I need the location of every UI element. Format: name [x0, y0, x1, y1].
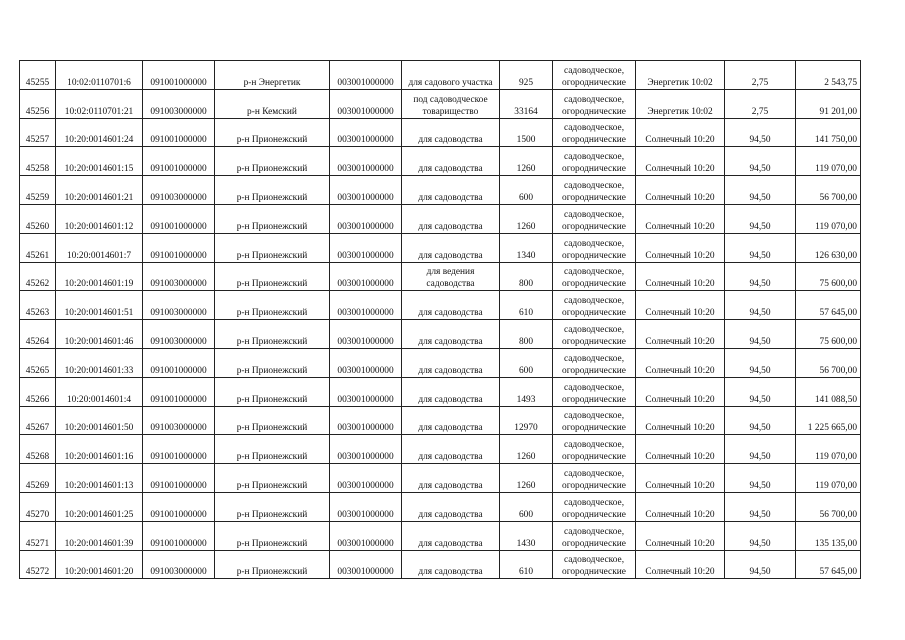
group-cell: Солнечный 10:20 [636, 348, 725, 377]
value-cell: 2 543,75 [796, 61, 861, 90]
row-number-cell: 45255 [20, 61, 56, 90]
code-2-cell: 003001000000 [330, 521, 402, 550]
area-cell: 12970 [500, 406, 553, 435]
row-number-cell: 45261 [20, 233, 56, 262]
table-row [20, 320, 861, 349]
category-line: садоводческое, [563, 152, 625, 163]
category-line: огороднические [562, 77, 626, 88]
purpose-cell: для садоводства [402, 435, 500, 464]
row-number-cell: 45266 [20, 377, 56, 406]
category-cell [553, 406, 636, 435]
code-1-cell: 091001000000 [143, 61, 215, 90]
rate-cell: 94,50 [725, 464, 796, 493]
rate-cell: 94,50 [725, 233, 796, 262]
area-cell: 600 [500, 348, 553, 377]
rate-cell: 94,50 [725, 291, 796, 320]
code-2-cell: 003001000000 [330, 435, 402, 464]
table-row [20, 377, 861, 406]
code-2-cell: 003001000000 [330, 348, 402, 377]
cadastral-number-cell: 10:20:0014601:4 [56, 377, 143, 406]
category-cell [553, 147, 636, 176]
code-1-cell: 091003000000 [143, 550, 215, 579]
table-row [20, 348, 861, 377]
value-cell: 119 070,00 [796, 435, 861, 464]
cadastral-number-cell: 10:20:0014601:25 [56, 492, 143, 521]
code-1-cell: 091001000000 [143, 118, 215, 147]
category-line: садоводческое, [563, 411, 625, 422]
area-cell: 1500 [500, 118, 553, 147]
code-2-cell: 003001000000 [330, 89, 402, 118]
group-cell: Солнечный 10:20 [636, 233, 725, 262]
cadastral-number-cell: 10:20:0014601:50 [56, 406, 143, 435]
category-cell [553, 435, 636, 464]
purpose-cell: для садоводства [402, 204, 500, 233]
group-cell: Солнечный 10:20 [636, 147, 725, 176]
value-cell: 57 645,00 [796, 550, 861, 579]
code-2-cell: 003001000000 [330, 550, 402, 579]
table-row [20, 435, 861, 464]
rate-cell: 94,50 [725, 204, 796, 233]
cadastral-number-cell: 10:20:0014601:12 [56, 204, 143, 233]
code-2-cell: 003001000000 [330, 377, 402, 406]
category-line: садоводческое, [563, 497, 625, 508]
value-cell: 56 700,00 [796, 176, 861, 205]
value-cell: 56 700,00 [796, 348, 861, 377]
table-body [20, 61, 861, 579]
purpose-cell: для садоводства [402, 406, 500, 435]
purpose-cell: для садоводства [402, 464, 500, 493]
area-cell: 1493 [500, 377, 553, 406]
purpose-cell: для ведения садоводства [402, 262, 500, 291]
area-cell: 800 [500, 320, 553, 349]
code-2-cell: 003001000000 [330, 406, 402, 435]
group-cell: Энергетик 10:02 [636, 61, 725, 90]
group-cell: Энергетик 10:02 [636, 89, 725, 118]
purpose-cell: для садового участка [402, 61, 500, 90]
group-cell: Солнечный 10:20 [636, 204, 725, 233]
value-cell: 119 070,00 [796, 147, 861, 176]
code-1-cell: 091001000000 [143, 204, 215, 233]
cadastral-number-cell: 10:02:0110701:6 [56, 61, 143, 90]
district-cell: р-н Прионежский [215, 262, 330, 291]
code-1-cell: 091003000000 [143, 320, 215, 349]
area-cell: 925 [500, 61, 553, 90]
value-cell: 75 600,00 [796, 262, 861, 291]
purpose-cell: для садоводства [402, 492, 500, 521]
row-number-cell: 45265 [20, 348, 56, 377]
value-cell: 91 201,00 [796, 89, 861, 118]
row-number-cell: 45258 [20, 147, 56, 176]
category-line: огороднические [562, 106, 626, 117]
purpose-cell: для садоводства [402, 521, 500, 550]
code-1-cell: 091001000000 [143, 492, 215, 521]
group-cell: Солнечный 10:20 [636, 406, 725, 435]
purpose-cell: для садоводства [402, 147, 500, 176]
category-line: огороднические [562, 509, 626, 520]
code-2-cell: 003001000000 [330, 291, 402, 320]
code-1-cell: 091001000000 [143, 435, 215, 464]
purpose-cell: для садоводства [402, 233, 500, 262]
land-registry-table [19, 60, 861, 579]
row-number-cell: 45262 [20, 262, 56, 291]
table-row [20, 291, 861, 320]
category-line: огороднические [562, 452, 626, 463]
category-line: садоводческое, [563, 123, 625, 134]
code-2-cell: 003001000000 [330, 233, 402, 262]
category-line: садоводческое, [563, 526, 625, 537]
rate-cell: 94,50 [725, 521, 796, 550]
rate-cell: 2,75 [725, 61, 796, 90]
group-cell: Солнечный 10:20 [636, 262, 725, 291]
category-line: садоводческое, [563, 94, 625, 105]
row-number-cell: 45264 [20, 320, 56, 349]
area-cell: 1260 [500, 147, 553, 176]
district-cell: р-н Прионежский [215, 348, 330, 377]
cadastral-number-cell: 10:20:0014601:51 [56, 291, 143, 320]
purpose-cell: для садоводства [402, 291, 500, 320]
category-line: огороднические [562, 567, 626, 578]
category-line: садоводческое, [563, 209, 625, 220]
purpose-cell: для садоводства [402, 550, 500, 579]
category-cell [553, 291, 636, 320]
category-line: садоводческое, [563, 296, 625, 307]
row-number-cell: 45268 [20, 435, 56, 464]
code-2-cell: 003001000000 [330, 147, 402, 176]
district-cell: р-н Прионежский [215, 464, 330, 493]
rate-cell: 94,50 [725, 320, 796, 349]
category-line: огороднические [562, 480, 626, 491]
table-row [20, 550, 861, 579]
code-1-cell: 091003000000 [143, 262, 215, 291]
value-cell: 141 750,00 [796, 118, 861, 147]
category-line: садоводческое, [563, 238, 625, 249]
cadastral-number-cell: 10:20:0014601:46 [56, 320, 143, 349]
area-cell: 600 [500, 176, 553, 205]
code-2-cell: 003001000000 [330, 320, 402, 349]
value-cell: 135 135,00 [796, 521, 861, 550]
cadastral-number-cell: 10:20:0014601:21 [56, 176, 143, 205]
district-cell: р-н Прионежский [215, 377, 330, 406]
group-cell: Солнечный 10:20 [636, 550, 725, 579]
code-1-cell: 091001000000 [143, 147, 215, 176]
row-number-cell: 45267 [20, 406, 56, 435]
value-cell: 57 645,00 [796, 291, 861, 320]
purpose-cell: для садоводства [402, 118, 500, 147]
cadastral-number-cell: 10:20:0014601:33 [56, 348, 143, 377]
cadastral-number-cell: 10:20:0014601:39 [56, 521, 143, 550]
row-number-cell: 45263 [20, 291, 56, 320]
code-2-cell: 003001000000 [330, 61, 402, 90]
code-2-cell: 003001000000 [330, 464, 402, 493]
rate-cell: 94,50 [725, 377, 796, 406]
category-cell [553, 262, 636, 291]
code-2-cell: 003001000000 [330, 204, 402, 233]
area-cell: 600 [500, 492, 553, 521]
area-cell: 1260 [500, 204, 553, 233]
row-number-cell: 45270 [20, 492, 56, 521]
district-cell: р-н Прионежский [215, 492, 330, 521]
area-cell: 610 [500, 291, 553, 320]
value-cell: 119 070,00 [796, 464, 861, 493]
table-row [20, 464, 861, 493]
area-cell: 1260 [500, 464, 553, 493]
purpose-cell: для садоводства [402, 320, 500, 349]
category-line: огороднические [562, 135, 626, 146]
category-cell [553, 521, 636, 550]
value-cell: 141 088,50 [796, 377, 861, 406]
district-cell: р-н Прионежский [215, 320, 330, 349]
group-cell: Солнечный 10:20 [636, 377, 725, 406]
table-row [20, 176, 861, 205]
category-cell [553, 61, 636, 90]
category-line: садоводческое, [563, 180, 625, 191]
row-number-cell: 45256 [20, 89, 56, 118]
value-cell: 75 600,00 [796, 320, 861, 349]
category-cell [553, 550, 636, 579]
rate-cell: 94,50 [725, 262, 796, 291]
category-line: огороднические [562, 164, 626, 175]
table-row [20, 233, 861, 262]
code-1-cell: 091001000000 [143, 348, 215, 377]
category-line: огороднические [562, 308, 626, 319]
category-cell [553, 89, 636, 118]
cadastral-number-cell: 10:20:0014601:20 [56, 550, 143, 579]
rate-cell: 94,50 [725, 550, 796, 579]
category-line: садоводческое, [563, 324, 625, 335]
group-cell: Солнечный 10:20 [636, 435, 725, 464]
category-cell [553, 377, 636, 406]
rate-cell: 94,50 [725, 147, 796, 176]
table-row [20, 118, 861, 147]
category-line: садоводческое, [563, 382, 625, 393]
rate-cell: 94,50 [725, 435, 796, 464]
table-row [20, 61, 861, 90]
category-line: садоводческое, [563, 440, 625, 451]
category-line: огороднические [562, 221, 626, 232]
code-1-cell: 091001000000 [143, 464, 215, 493]
district-cell: р-н Энергетик [215, 61, 330, 90]
category-cell [553, 233, 636, 262]
code-2-cell: 003001000000 [330, 262, 402, 291]
cadastral-number-cell: 10:20:0014601:19 [56, 262, 143, 291]
cadastral-number-cell: 10:20:0014601:15 [56, 147, 143, 176]
category-line: огороднические [562, 538, 626, 549]
group-cell: Солнечный 10:20 [636, 521, 725, 550]
value-cell: 119 070,00 [796, 204, 861, 233]
row-number-cell: 45269 [20, 464, 56, 493]
district-cell: р-н Прионежский [215, 176, 330, 205]
row-number-cell: 45271 [20, 521, 56, 550]
table-row [20, 492, 861, 521]
category-line: садоводческое, [563, 267, 625, 278]
code-2-cell: 003001000000 [330, 492, 402, 521]
table-row [20, 89, 861, 118]
category-line: огороднические [562, 336, 626, 347]
category-line: огороднические [562, 365, 626, 376]
code-1-cell: 091001000000 [143, 521, 215, 550]
category-line: садоводческое, [563, 468, 625, 479]
group-cell: Солнечный 10:20 [636, 492, 725, 521]
value-cell: 56 700,00 [796, 492, 861, 521]
category-line: огороднические [562, 394, 626, 405]
row-number-cell: 45257 [20, 118, 56, 147]
group-cell: Солнечный 10:20 [636, 464, 725, 493]
category-cell [553, 464, 636, 493]
rate-cell: 94,50 [725, 492, 796, 521]
table-row [20, 406, 861, 435]
code-1-cell: 091003000000 [143, 406, 215, 435]
category-cell [553, 176, 636, 205]
district-cell: р-н Прионежский [215, 406, 330, 435]
rate-cell: 94,50 [725, 348, 796, 377]
district-cell: р-н Прионежский [215, 204, 330, 233]
district-cell: р-н Прионежский [215, 147, 330, 176]
code-1-cell: 091003000000 [143, 176, 215, 205]
table-row [20, 262, 861, 291]
cadastral-number-cell: 10:02:0110701:21 [56, 89, 143, 118]
area-cell: 1430 [500, 521, 553, 550]
cadastral-number-cell: 10:20:0014601:13 [56, 464, 143, 493]
category-line: садоводческое, [563, 555, 625, 566]
code-1-cell: 091003000000 [143, 291, 215, 320]
category-line: огороднические [562, 250, 626, 261]
code-1-cell: 091003000000 [143, 89, 215, 118]
category-cell [553, 204, 636, 233]
cadastral-number-cell: 10:20:0014601:7 [56, 233, 143, 262]
district-cell: р-н Кемский [215, 89, 330, 118]
area-cell: 1260 [500, 435, 553, 464]
code-1-cell: 091001000000 [143, 377, 215, 406]
purpose-cell: для садоводства [402, 348, 500, 377]
value-cell: 126 630,00 [796, 233, 861, 262]
table-row [20, 147, 861, 176]
rate-cell: 94,50 [725, 406, 796, 435]
table-row [20, 521, 861, 550]
category-cell [553, 492, 636, 521]
purpose-cell: под садоводческое товарищество [402, 89, 500, 118]
category-line: огороднические [562, 279, 626, 290]
area-cell: 800 [500, 262, 553, 291]
row-number-cell: 45260 [20, 204, 56, 233]
district-cell: р-н Прионежский [215, 291, 330, 320]
rate-cell: 94,50 [725, 118, 796, 147]
code-2-cell: 003001000000 [330, 176, 402, 205]
purpose-cell: для садоводства [402, 176, 500, 205]
code-1-cell: 091001000000 [143, 233, 215, 262]
category-cell [553, 320, 636, 349]
category-cell [553, 348, 636, 377]
cadastral-number-cell: 10:20:0014601:16 [56, 435, 143, 464]
group-cell: Солнечный 10:20 [636, 320, 725, 349]
area-cell: 33164 [500, 89, 553, 118]
code-2-cell: 003001000000 [330, 118, 402, 147]
group-cell: Солнечный 10:20 [636, 176, 725, 205]
category-line: огороднические [562, 192, 626, 203]
district-cell: р-н Прионежский [215, 435, 330, 464]
category-line: огороднические [562, 423, 626, 434]
cadastral-number-cell: 10:20:0014601:24 [56, 118, 143, 147]
district-cell: р-н Прионежский [215, 521, 330, 550]
group-cell: Солнечный 10:20 [636, 118, 725, 147]
value-cell: 1 225 665,00 [796, 406, 861, 435]
row-number-cell: 45272 [20, 550, 56, 579]
district-cell: р-н Прионежский [215, 550, 330, 579]
rate-cell: 94,50 [725, 176, 796, 205]
district-cell: р-н Прионежский [215, 233, 330, 262]
group-cell: Солнечный 10:20 [636, 291, 725, 320]
category-line: садоводческое, [563, 353, 625, 364]
row-number-cell: 45259 [20, 176, 56, 205]
district-cell: р-н Прионежский [215, 118, 330, 147]
area-cell: 610 [500, 550, 553, 579]
purpose-cell: для садоводства [402, 377, 500, 406]
category-cell [553, 118, 636, 147]
area-cell: 1340 [500, 233, 553, 262]
category-line: садоводческое, [563, 65, 625, 76]
rate-cell: 2,75 [725, 89, 796, 118]
table-row [20, 204, 861, 233]
